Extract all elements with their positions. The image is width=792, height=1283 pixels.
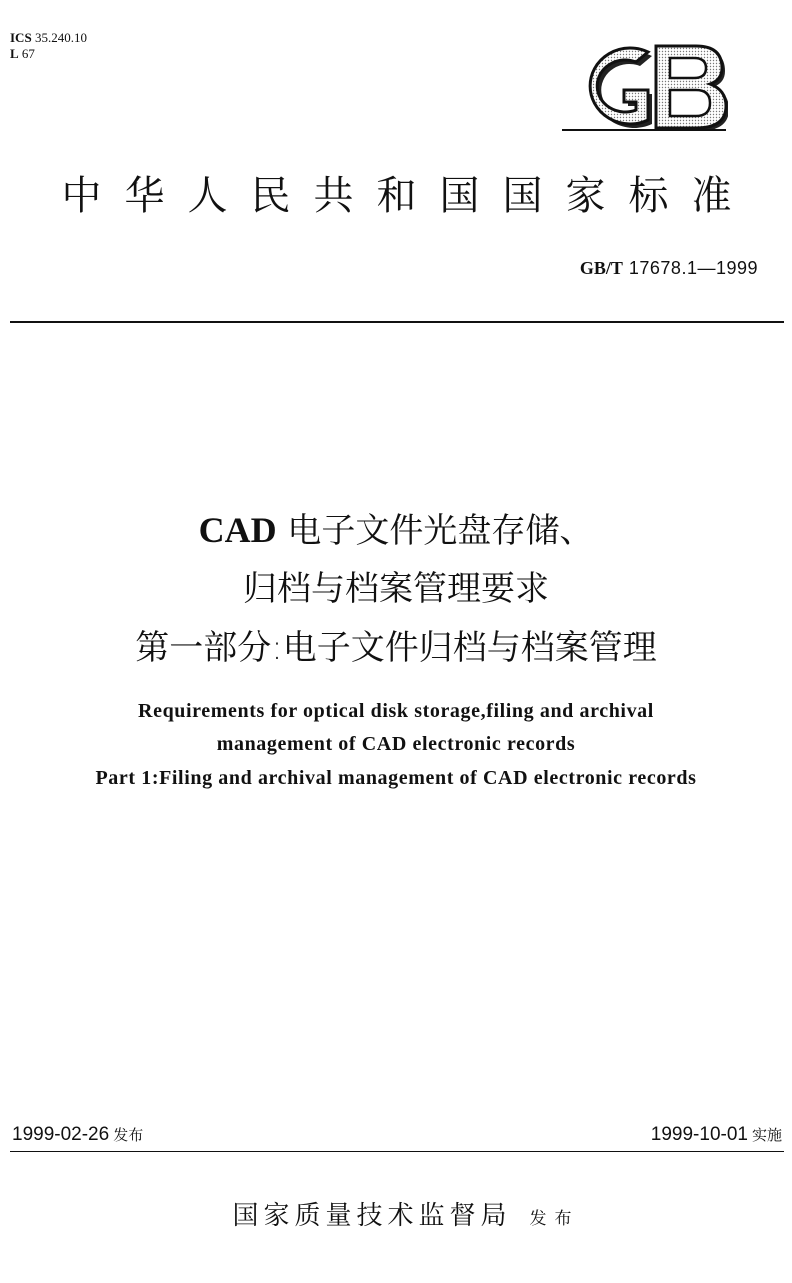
standard-prefix: GB/T <box>579 258 623 278</box>
issue-date-suffix: 发布 <box>113 1126 144 1144</box>
l-code <box>10 46 87 62</box>
effective-date <box>651 1124 782 1146</box>
title-cn-line-3: 第一部分:电子文件归档与档案管理 <box>135 628 657 668</box>
effective-date-suffix: 实施 <box>751 1126 782 1144</box>
issuer <box>0 1195 792 1232</box>
title-cn-line-1 <box>0 503 792 552</box>
issue-date <box>12 1124 143 1146</box>
bottom-divider <box>10 1151 784 1152</box>
l-label: L <box>10 46 19 61</box>
standard-number <box>580 258 758 279</box>
gb-logo <box>556 38 728 134</box>
ics-value: 35.240.10 <box>34 30 87 45</box>
title-en-line-3: Part 1:Filing and archival management of CAD electronic records <box>95 767 697 789</box>
national-standard-title: 中华人民共和国国家标准 <box>61 173 755 219</box>
ics-label: ICS <box>10 30 32 45</box>
issuer-name: 国家质量技术监督局 <box>232 1201 512 1231</box>
standard-number-value: 17678.1—1999 <box>628 258 758 278</box>
effective-date-value: 1999-10-01 <box>650 1124 748 1145</box>
top-divider <box>10 321 784 323</box>
title-en-line-2: management of CAD electronic records <box>216 733 576 755</box>
title-cn-line-1-text: 电子文件光盘存储、 <box>287 511 594 551</box>
l-value: 67 <box>21 46 35 61</box>
issue-date-value: 1999-02-26 <box>12 1124 110 1145</box>
classification-codes <box>10 30 87 62</box>
title-cn-line-2: 归档与档案管理要求 <box>243 569 549 609</box>
title-en-line-1: Requirements for optical disk storage,filing and archival <box>138 700 654 722</box>
title-cn-latin: CAD <box>198 510 277 550</box>
ics-code <box>10 30 87 46</box>
issuer-suffix: 发布 <box>529 1209 580 1229</box>
